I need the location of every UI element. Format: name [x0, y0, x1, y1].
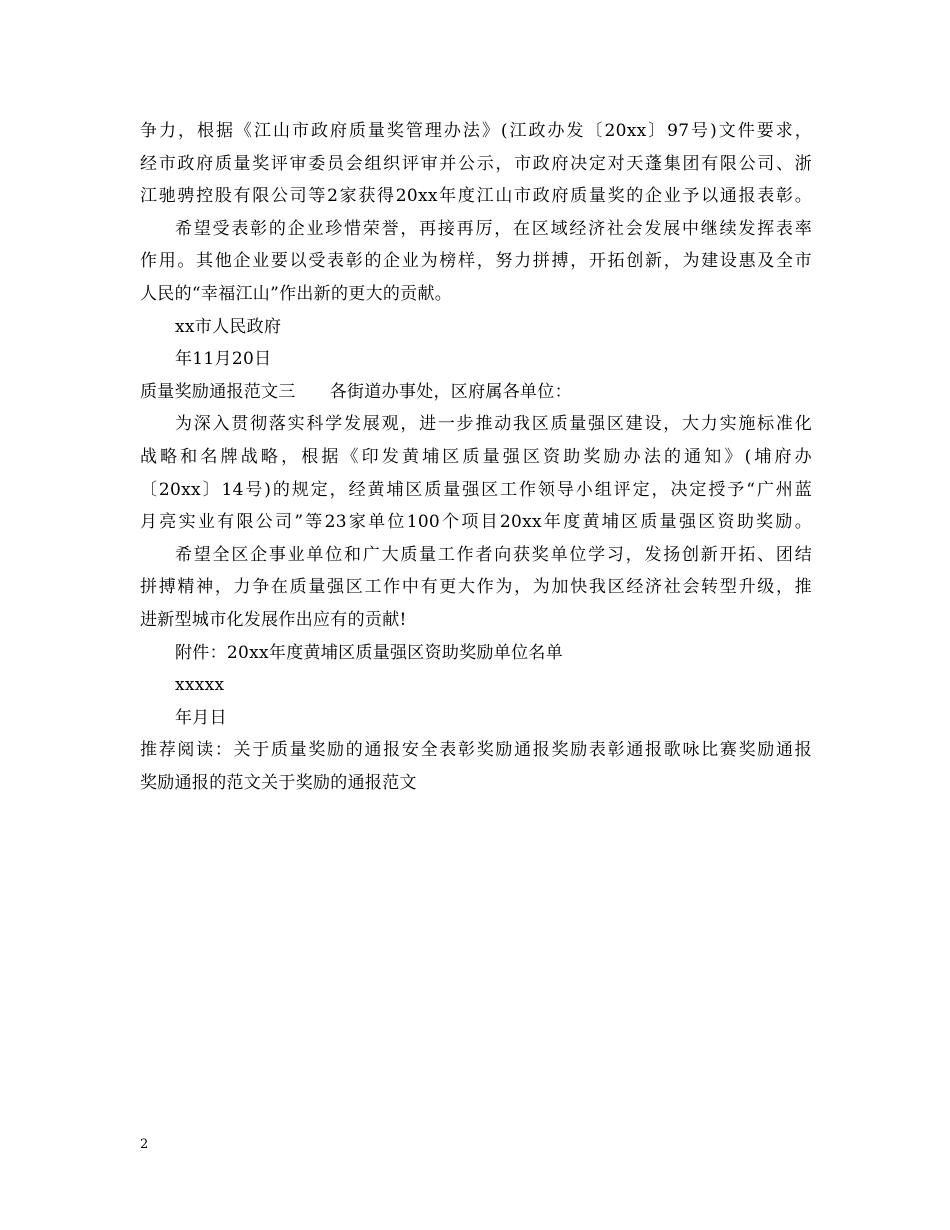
- issue-date: 年11月20日: [175, 349, 272, 370]
- paragraph-line: 月亮实业有限公司”等23家单位100个项目20xx年度黄埔区质量强区资助奖励。: [140, 512, 812, 533]
- document-body: [140, 115, 812, 799]
- recommended-reading: 奖励通报的范文关于奖励的通报范文: [140, 772, 417, 793]
- section-heading-line: [140, 376, 812, 409]
- paragraph-line: 进新型城市化发展作出应有的贡献!: [140, 609, 407, 630]
- paragraph-line: 〔20xx〕14号)的规定，经黄埔区质量强区工作领导小组评定，决定授予“广州蓝: [140, 479, 812, 500]
- paragraph-line: 人民的“幸福江山”作出新的更大的贡献。: [140, 283, 453, 304]
- page-number: 2: [140, 1137, 149, 1152]
- paragraph-line: 战略和名牌战略，根据《印发黄埔区质量强区资助奖励办法的通知》(埔府办: [140, 446, 812, 467]
- paragraph-line: 经市政府质量奖评审委员会组织评审并公示，市政府决定对天蓬集团有限公司、浙: [140, 153, 812, 174]
- paragraph-line: 为深入贯彻落实科学发展观，进一步推动我区质量强区建设，大力实施标准化: [175, 414, 812, 435]
- paragraph-line: 作用。其他企业要以受表彰的企业为榜样，努力拼搏，开拓创新，为建设惠及全市: [140, 251, 812, 272]
- salutation: 各街道办事处，区府属各单位：: [329, 381, 572, 402]
- issuer-name: xx市人民政府: [175, 316, 282, 337]
- signature-placeholder: xxxxx: [175, 675, 225, 696]
- paragraph-line: 拼搏精神，力争在质量强区工作中有更大作为，为加快我区经济社会转型升级，推: [140, 577, 812, 598]
- recommended-reading: 推荐阅读：关于质量奖励的通报安全表彰奖励通报奖励表彰通报歌咏比赛奖励通报: [140, 740, 812, 761]
- paragraph-line: 希望受表彰的企业珍惜荣誉，再接再厉，在区域经济社会发展中继续发挥表率: [175, 218, 812, 239]
- section-heading: 质量奖励通报范文三: [140, 381, 296, 402]
- paragraph-line: 江驰骋控股有限公司等2家获得20xx年度江山市政府质量奖的企业予以通报表彰。: [140, 186, 812, 207]
- date-placeholder: 年月日: [175, 707, 227, 728]
- paragraph-line: 希望全区企事业单位和广大质量工作者向获奖单位学习，发扬创新开拓、团结: [175, 544, 812, 565]
- attachment-note: 附件：20xx年度黄埔区质量强区资助奖励单位名单: [175, 642, 564, 663]
- paragraph-line: 争力，根据《江山市政府质量奖管理办法》(江政办发〔20xx〕97号)文件要求，: [140, 121, 812, 141]
